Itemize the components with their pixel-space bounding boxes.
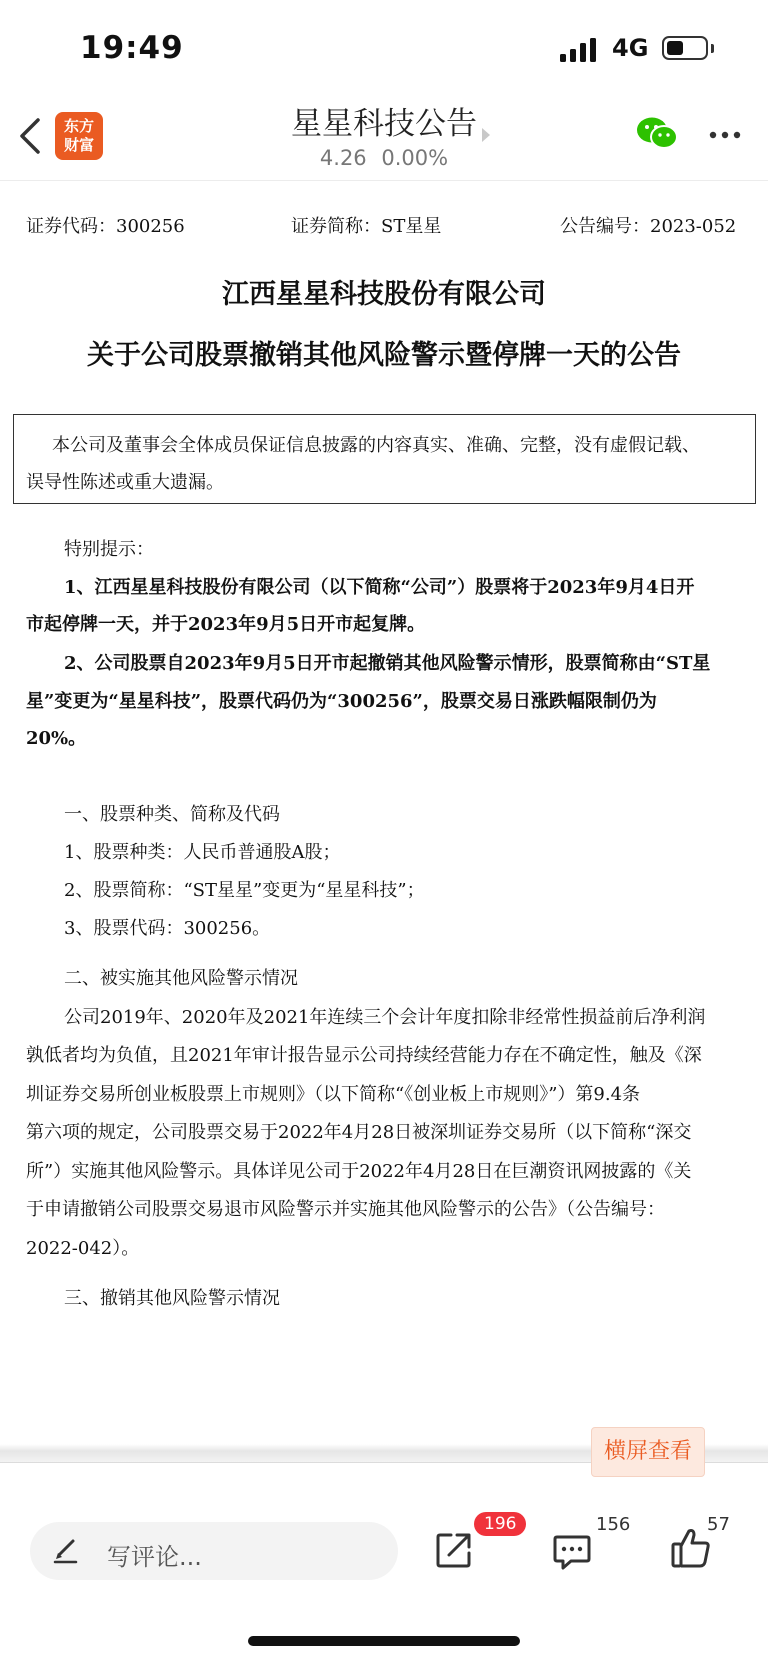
paragraph-line: 于申请撤销公司股票交易退市风险警示并实施其他风险警示的公告》（公告编号：: [26, 1199, 665, 1220]
section-item: 2、股票简称：“ST星星”变更为“星星科技”；: [64, 880, 425, 901]
more-options-icon[interactable]: [708, 130, 742, 140]
disclaimer-line: 本公司及董事会全体成员保证信息披露的内容真实、准确、完整，没有虚假记载、: [52, 435, 700, 456]
network-type: 4G: [612, 34, 649, 62]
section-heading: 三、撤销其他风险警示情况: [64, 1288, 280, 1309]
eastmoney-logo[interactable]: 东方 财富: [55, 112, 103, 160]
battery-cap: [711, 44, 714, 53]
share-icon[interactable]: [434, 1530, 474, 1570]
paragraph-line: 圳证券交易所创业板股票上市规则》（以下简称“《创业板上市规则》”）第9.4条: [26, 1084, 641, 1105]
special-note-line: 星”变更为“星星科技”，股票代码仍为“300256”，股票交易日涨跌幅限制仍为: [26, 691, 657, 712]
quote-arrow-icon: [482, 128, 490, 142]
section-heading: 二、被实施其他风险警示情况: [64, 968, 298, 989]
special-note-line: 2、公司股票自2023年9月5日开市起撤销其他风险警示情形，股票简称由“ST星: [64, 653, 711, 674]
stock-price: 4.26: [319, 146, 367, 170]
paragraph-line: 孰低者均为负值，且2021年审计报告显示公司持续经营能力存在不确定性，触及《深: [26, 1045, 702, 1066]
paragraph-line: 公司2019年、2020年及2021年连续三个会计年度扣除非经常性损益前后净利润: [64, 1007, 706, 1028]
section-item: 3、股票代码：300256。: [64, 918, 271, 939]
wechat-share-icon[interactable]: [636, 116, 680, 150]
like-count: 57: [707, 1514, 730, 1535]
paragraph-line: 第六项的规定，公司股票交易于2022年4月28日被深圳证券交易所（以下简称“深交: [26, 1122, 692, 1143]
special-note-heading: 特别提示：: [64, 539, 154, 560]
share-count-badge: 196: [474, 1512, 526, 1536]
announcement-number: 公告编号：2023-052: [560, 216, 737, 237]
header-divider: [0, 180, 768, 181]
paragraph-line: 2022-042）。: [26, 1238, 140, 1259]
security-code: 证券代码：300256: [26, 216, 185, 237]
battery-icon: [662, 36, 708, 60]
pencil-icon: [52, 1534, 80, 1564]
comment-icon[interactable]: [552, 1532, 592, 1572]
page-title[interactable]: 星星科技公告: [291, 106, 477, 142]
section-item: 1、股票种类：人民币普通股A股；: [64, 842, 341, 863]
thumbs-up-icon[interactable]: [670, 1526, 712, 1570]
comment-count: 156: [596, 1514, 631, 1535]
stock-change: 0.00%: [381, 146, 449, 170]
cellular-signal-icon: [560, 38, 600, 62]
special-note-line: 市起停牌一天，并于2023年9月5日开市起复牌。: [26, 614, 426, 635]
document-title-subject: 关于公司股票撤销其他风险警示暨停牌一天的公告: [87, 340, 681, 371]
comment-placeholder[interactable]: 写评论...: [107, 1543, 202, 1571]
document-title-company: 江西星星科技股份有限公司: [222, 279, 546, 310]
special-note-line: 1、江西星星科技股份有限公司（以下简称“公司”）股票将于2023年9月4日开: [64, 577, 695, 598]
landscape-view-button[interactable]: 横屏查看: [591, 1427, 705, 1477]
status-time: 19:49: [80, 30, 184, 66]
home-indicator[interactable]: [248, 1636, 520, 1646]
security-abbreviation: 证券简称：ST星星: [291, 216, 442, 237]
paragraph-line: 所”）实施其他风险警示。具体详见公司于2022年4月28日在巨潮资讯网披露的《关: [26, 1161, 692, 1182]
section-heading: 一、股票种类、简称及代码: [64, 804, 280, 825]
comment-input[interactable]: [30, 1522, 398, 1580]
disclaimer-line: 误导性陈述或重大遗漏。: [26, 472, 224, 493]
special-note-line: 20%。: [26, 728, 87, 749]
